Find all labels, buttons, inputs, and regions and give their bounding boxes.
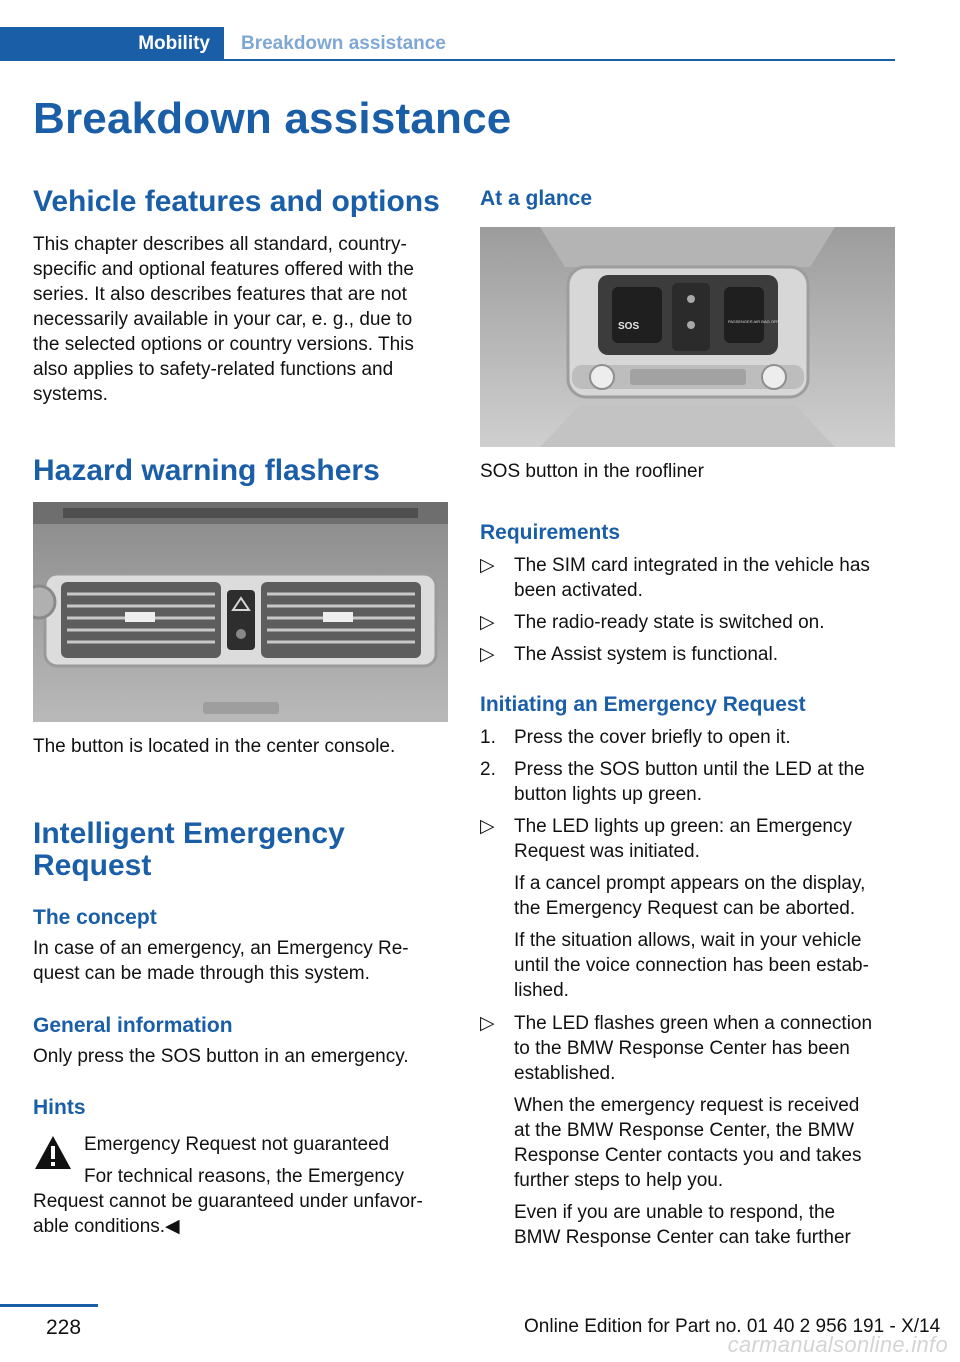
ier-heading-line: Request [33,849,152,882]
list-text: to the BMW Response Center has been [514,1038,850,1059]
step-text: button lights up green. [514,784,703,805]
vehicle-features-heading: Vehicle features and options [33,185,440,218]
hazard-heading: Hazard warning flashers [33,454,380,487]
list-text: When the emergency request is received [514,1095,860,1116]
list-item [480,1011,895,1251]
page-number: 228 [46,1316,82,1339]
list-item [480,814,895,1004]
list-text: The LED flashes green when a connection [514,1013,873,1034]
step-number: 1. [480,727,496,748]
watermark-text: carmanualsonline.info [727,1332,948,1357]
list-text: The radio-ready state is switched on. [514,612,825,633]
step-text: Press the SOS button until the LED at the [514,759,865,780]
sos-label: SOS [618,321,640,332]
hint-title: Emergency Request not guaranteed [84,1134,390,1155]
text-line: systems. [33,384,108,405]
list-text: at the BMW Response Center, the BMW [514,1120,855,1141]
list-text: If a cancel prompt appears on the display, [514,873,866,894]
general-info-text: Only press the SOS button in an emergency. [33,1046,409,1067]
text-line: series. It also describes features that are not [33,284,407,305]
general-info-heading: General information [33,1014,233,1037]
initiating-heading: Initiating an Emergency Request [480,693,806,716]
section-tab: Mobility [0,27,224,61]
list-text: established. [514,1063,616,1084]
step-number: 2. [480,759,496,780]
hazard-caption: The button is located in the center console. [33,736,396,757]
step-text: Press the cover briefly to open it. [514,727,791,748]
bullet-marker: ▷ [480,644,495,665]
list-text: The LED lights up green: an Emergency [514,816,852,837]
page-header [0,27,895,61]
list-text: been activated. [514,580,643,601]
list-item [480,610,895,635]
text-line: also applies to safety-related functions and [33,359,394,380]
list-item [480,642,895,667]
text-line: This chapter describes all standard, country- [33,234,407,255]
list-text: The Assist system is functional. [514,644,778,665]
at-a-glance-heading: At a glance [480,187,593,210]
page-title: Breakdown assistance [33,94,512,143]
list-text: Request was initiated. [514,841,700,862]
roofliner-photo [480,227,895,447]
list-text: Even if you are unable to respond, the [514,1202,836,1223]
step-item [480,757,895,807]
list-text: The SIM card integrated in the vehicle has [514,555,870,576]
bullet-marker: ▷ [480,816,495,837]
list-text: until the voice connection has been estab- [514,955,869,976]
text-line: specific and optional features offered with the [33,259,414,280]
text-line: necessarily available in your car, e. g., due to [33,309,413,330]
header-rule [224,59,895,61]
edition-note: Online Edition for Part no. 01 40 2 956 191 - X/14 [524,1316,941,1337]
text-line: quest can be made through this system. [33,963,370,984]
text-line: able conditions.◀ [33,1216,180,1237]
list-text: further steps to help you. [514,1170,724,1191]
list-text: the Emergency Request can be aborted. [514,898,856,919]
list-text: lished. [514,980,569,1001]
center-console-photo [33,502,448,722]
airbag-label: PASSENGER AIR BAG OFF [728,319,779,324]
ier-heading-line: Intelligent Emergency [33,817,345,850]
text-line: In case of an emergency, an Emergency Re- [33,938,409,959]
warning-icon [33,1134,73,1172]
concept-heading: The concept [33,906,157,929]
bullet-marker: ▷ [480,1013,495,1034]
requirements-heading: Requirements [480,521,621,544]
list-text: If the situation allows, wait in your vehicle [514,930,862,951]
text-line: Request cannot be guaranteed under unfavor- [33,1191,423,1212]
list-text: BMW Response Center can take further [514,1227,851,1248]
text-line: For technical reasons, the Emergency [84,1166,404,1187]
text-line: the selected options or country versions. This [33,334,414,355]
list-text: Response Center contacts you and takes [514,1145,862,1166]
footer-rule [0,1304,98,1307]
hints-heading: Hints [33,1096,86,1119]
step-item [480,725,895,750]
list-item [480,553,895,603]
subsection-label: Breakdown assistance [241,33,446,54]
bullet-marker: ▷ [480,555,495,576]
bullet-marker: ▷ [480,612,495,633]
roofliner-caption: SOS button in the roofliner [480,461,704,482]
